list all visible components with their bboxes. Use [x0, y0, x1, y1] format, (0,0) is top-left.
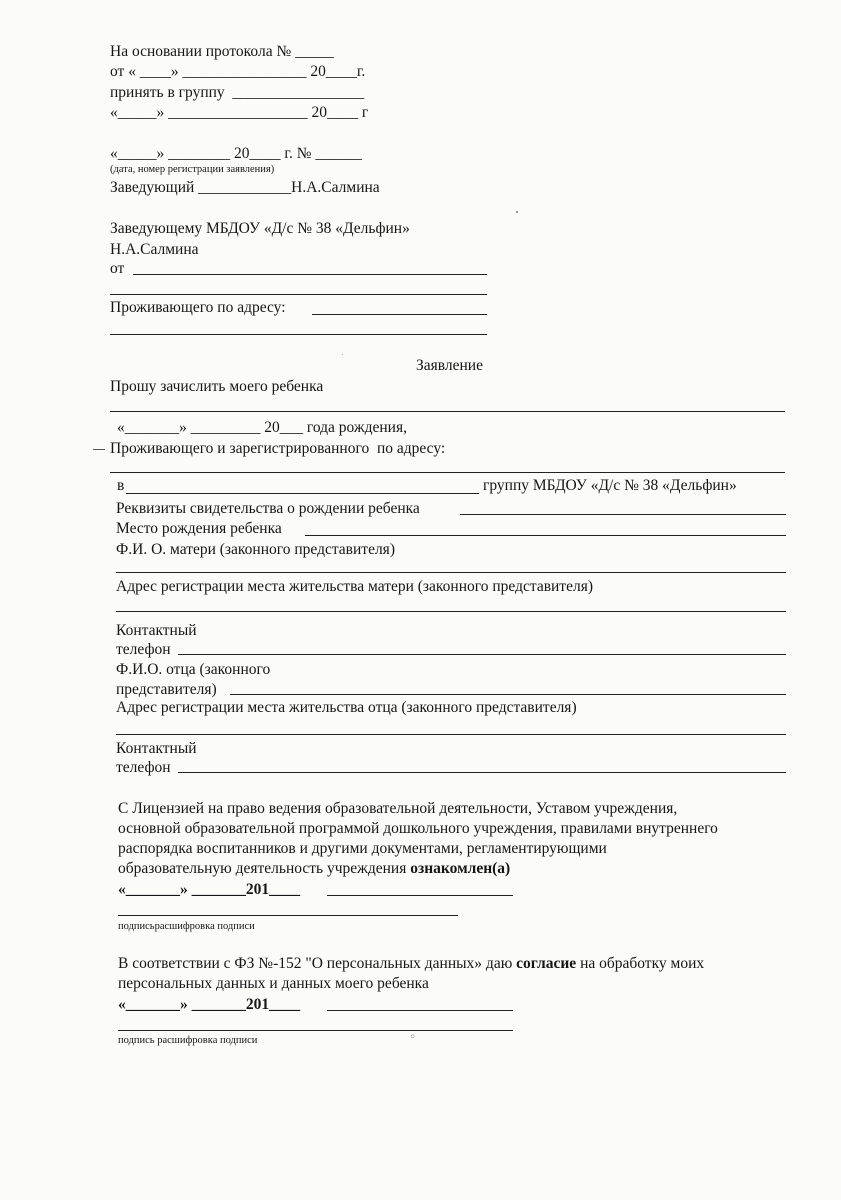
group-suffix: группу МБДОУ «Д/с № 38 «Дельфин» — [483, 477, 737, 494]
birth-date-line: «_______» _________ 20___ года рождения, — [117, 419, 407, 436]
scan-smudge: ◦ — [410, 1029, 416, 1045]
birthplace-label: Место рождения ребенка — [116, 520, 282, 537]
protocol-line: На основании протокола № _____ — [110, 43, 334, 60]
from-fill-line — [133, 274, 487, 275]
consent-signature-caption: подпись расшифровка подписи — [118, 1035, 258, 1046]
father-phone-label: телефон — [116, 759, 171, 776]
from-label: от — [110, 260, 125, 277]
acknowledgement-signature-caption: подписьрасшифровка подписи — [118, 921, 255, 932]
mother-name-line — [116, 572, 786, 573]
addressee-line: Заведующему МБДОУ «Д/с № 38 «Дельфин» — [110, 220, 410, 237]
mother-phone-label: телефон — [116, 641, 171, 658]
group-fill-line — [126, 493, 479, 494]
addressee-name: Н.А.Салмина — [110, 241, 199, 258]
mother-contact-label: Контактный — [116, 622, 197, 639]
consent-date-line: «_______» _______201____ — [118, 996, 301, 1013]
mother-address-line — [116, 611, 786, 612]
head-signature-line: Заведующий ____________Н.А.Салмина — [110, 179, 380, 196]
father-address-label: Адрес регистрации места жительства отца (законного представителя) — [116, 699, 577, 716]
acknowledgement-line-3: распорядка воспитанников и другими документами, регламентирующими — [118, 840, 607, 857]
acknowledgement-line-4 — [118, 860, 796, 878]
consent-signature-line — [327, 1010, 513, 1011]
acknowledgement-line-2: основной образовательной программой дошкольного учреждения, правилами внутреннего — [118, 820, 718, 837]
acknowledgement-line-1: С Лицензией на право ведения образовательной деятельности, Уставом учреждения, — [118, 800, 678, 817]
from-fill-line-2 — [110, 294, 487, 295]
mother-address-label: Адрес регистрации места жительства матери (законного представителя) — [116, 578, 593, 595]
consent-name-line — [118, 1030, 513, 1031]
group-in-label: в — [117, 477, 125, 494]
residence-fill-line-2 — [110, 334, 487, 335]
protocol-date-line: от « ____» ________________ 20____г. — [110, 63, 366, 80]
child-address-label: Проживающего и зарегистрированного по адресу: — [110, 440, 446, 457]
accept-group-line: принять в группу _________________ — [110, 84, 365, 101]
request-text: Прошу зачислить моего ребенка — [110, 378, 324, 395]
father-address-line — [116, 734, 786, 735]
residence-fill-line — [312, 314, 487, 315]
birth-certificate-label: Реквизиты свидетельства о рождении ребенка — [116, 500, 420, 517]
child-address-line — [110, 472, 785, 473]
residence-label: Проживающего по адресу: — [110, 299, 286, 316]
consent-emphasis: согласие — [516, 955, 577, 972]
child-name-line — [110, 411, 785, 412]
consent-line-1-text: В соответствии с ФЗ №-152 "О персональных данных» даю — [118, 955, 517, 972]
consent-line-1-end: на обработку моих — [576, 955, 705, 972]
birth-certificate-line — [460, 514, 786, 515]
scan-speck — [516, 211, 518, 213]
consent-line-2: персональных данных и данных моего ребенка — [118, 975, 429, 992]
acknowledged-emphasis: ознакомлен(а) — [410, 860, 511, 877]
birthplace-line — [305, 535, 786, 536]
acknowledgement-name-line — [118, 915, 458, 916]
mother-phone-line — [178, 654, 786, 655]
mother-label: Ф.И. О. матери (законного представителя) — [116, 541, 395, 558]
scan-speck — [93, 449, 105, 450]
accept-group-date-line: «_____» __________________ 20____ г — [110, 104, 369, 121]
father-label-1: Ф.И.О. отца (законного — [116, 661, 271, 678]
father-label-2: представителя) — [116, 681, 217, 698]
registration-caption: (дата, номер регистрации заявления) — [110, 164, 275, 175]
father-phone-line — [178, 772, 786, 773]
consent-line-1 — [118, 955, 704, 973]
father-contact-label: Контактный — [116, 740, 197, 757]
father-name-line — [230, 694, 786, 695]
acknowledgement-signature-line — [327, 895, 513, 896]
acknowledgement-date-line: «_______» _______201____ — [118, 881, 301, 898]
registration-date-number-line: «_____» ________ 20____ г. № ______ — [110, 145, 362, 162]
scan-speck — [342, 354, 343, 355]
document-title: Заявление — [416, 357, 483, 374]
acknowledgement-line-4-text: образовательную деятельность учреждения — [118, 860, 411, 877]
